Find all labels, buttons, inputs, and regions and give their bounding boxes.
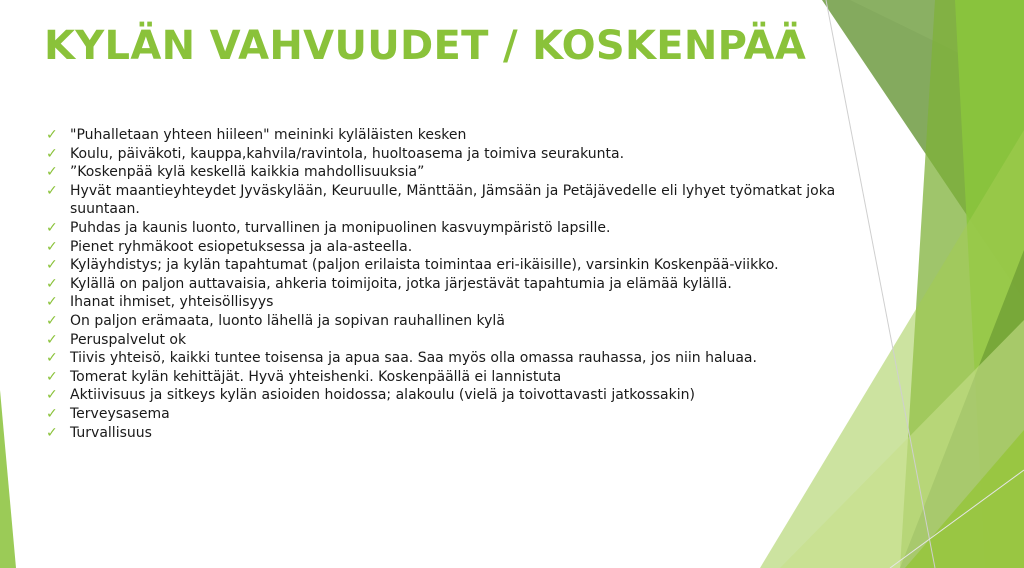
list-item — [46, 368, 861, 387]
list-item-text: Hyvät maantieyhteydet Jyväskylään, Keuruulle, Mänttään, Jämsään ja Petäjävedelle eli lyhyet työmatkat joka suuntaan. — [70, 182, 836, 218]
check-icon: ✓ — [46, 182, 58, 199]
check-icon: ✓ — [46, 387, 58, 404]
list-item — [46, 219, 861, 238]
list-item — [46, 331, 861, 350]
list-item-text: On paljon erämaata, luonto lähellä ja sopivan rauhallinen kylä — [70, 312, 505, 329]
list-item — [46, 126, 861, 145]
list-item — [46, 275, 861, 294]
list-item-text: Turvallisuus — [70, 424, 152, 441]
list-item-text: Aktiivisuus ja sitkeys kylän asioiden hoidossa; alakoulu (vielä ja toivottavasti jatkossakin) — [70, 387, 695, 404]
check-icon: ✓ — [46, 219, 58, 236]
page-title: KYLÄN VAHVUUDET / KOSKENPÄÄ — [44, 23, 807, 69]
list-item-text: Ihanat ihmiset, yhteisöllisyys — [70, 294, 274, 311]
list-item-text: "Puhalletaan yhteen hiileen" meininki kyläläisten kesken — [70, 127, 467, 143]
check-icon: ✓ — [46, 127, 58, 143]
check-icon: ✓ — [46, 368, 58, 385]
list-item — [46, 256, 861, 275]
list-item — [46, 163, 861, 182]
check-icon: ✓ — [46, 164, 58, 181]
strengths-list — [46, 126, 861, 442]
list-item — [46, 405, 861, 424]
list-item-text: Peruspalvelut ok — [70, 331, 187, 348]
check-icon: ✓ — [46, 238, 58, 255]
list-item-text: Kyläyhdistys; ja kylän tapahtumat (paljon erilaista toimintaa eri-ikäisille), varsinkin Koskenpää-viikko. — [70, 257, 779, 274]
check-icon: ✓ — [46, 312, 58, 329]
check-icon: ✓ — [46, 257, 58, 274]
list-item-text: Puhdas ja kaunis luonto, turvallinen ja monipuolinen kasvuympäristö lapsille. — [70, 219, 611, 236]
list-item — [46, 424, 861, 443]
list-item-text: Koulu, päiväkoti, kauppa,kahvila/ravintola, huoltoasema ja toimiva seurakunta. — [70, 145, 625, 162]
list-item-text: Tiivis yhteisö, kaikki tuntee toisensa ja apua saa. Saa myös olla omassa rauhassa, jos niin haluaa. — [70, 350, 757, 367]
list-item-text: Terveysasema — [70, 405, 170, 422]
list-item — [46, 238, 861, 257]
check-icon: ✓ — [46, 350, 58, 367]
check-icon: ✓ — [46, 331, 58, 348]
check-icon: ✓ — [46, 405, 58, 422]
list-item — [46, 386, 861, 405]
list-item-text: Tomerat kylän kehittäjät. Hyvä yhteishenki. Koskenpäällä ei lannistuta — [70, 368, 562, 385]
list-item — [46, 145, 861, 164]
list-item — [46, 182, 861, 219]
check-icon: ✓ — [46, 294, 58, 311]
check-icon: ✓ — [46, 275, 58, 292]
check-icon: ✓ — [46, 145, 58, 162]
list-item — [46, 293, 861, 312]
list-item — [46, 312, 861, 331]
list-item-text: Pienet ryhmäkoot esiopetuksessa ja ala-asteella. — [70, 238, 413, 255]
check-icon: ✓ — [46, 424, 58, 441]
list-item — [46, 349, 861, 368]
list-item-text: ”Koskenpää kylä keskellä kaikkia mahdollisuuksia” — [70, 164, 425, 181]
list-item-text: Kylällä on paljon auttavaisia, ahkeria toimijoita, jotka järjestävät tapahtumia ja elämää kylällä. — [70, 275, 732, 292]
